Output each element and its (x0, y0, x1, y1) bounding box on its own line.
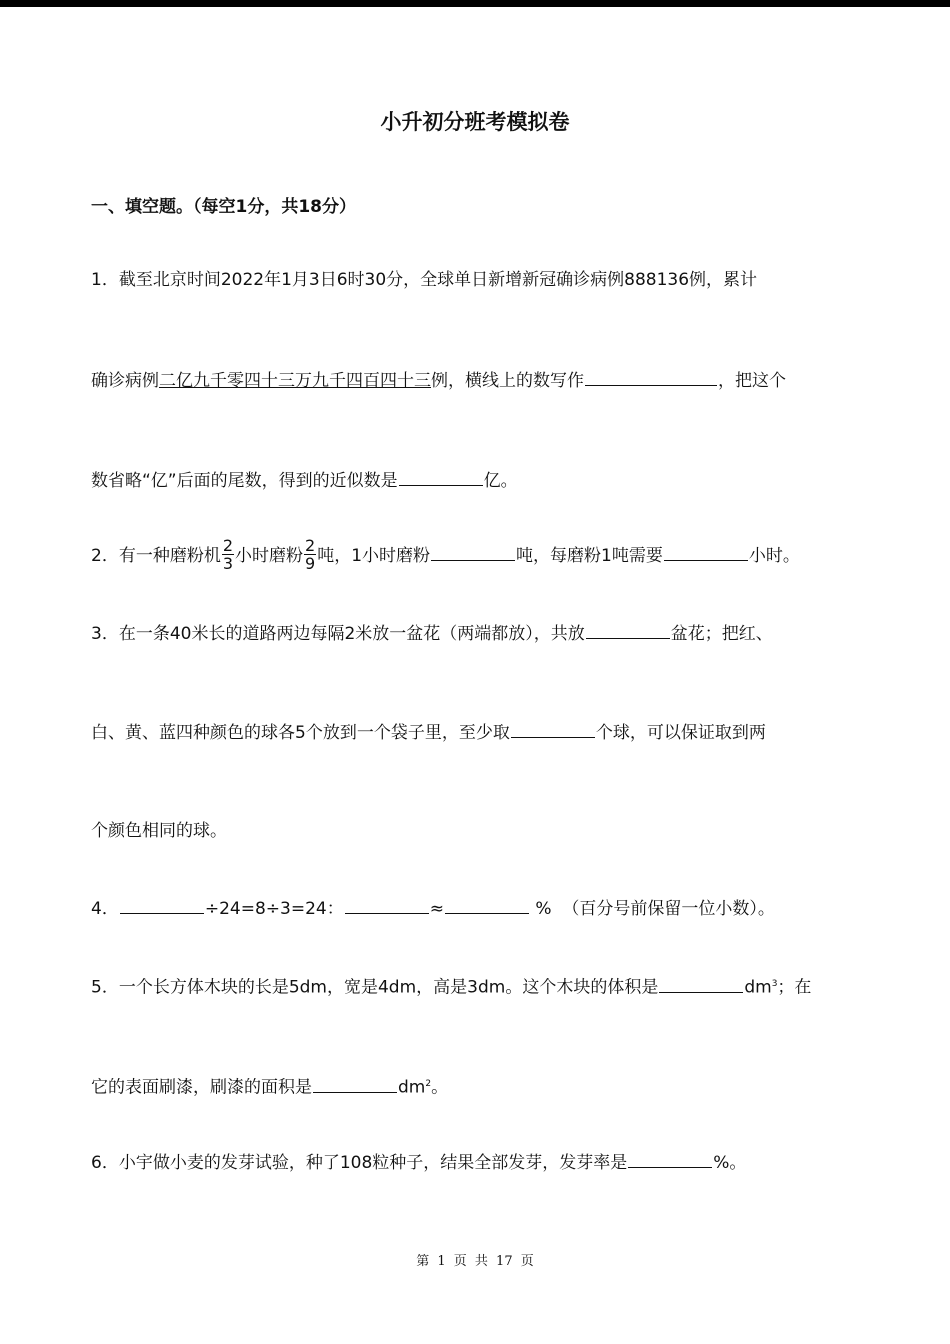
q4-percent-sign: % (529, 899, 552, 919)
q1-line2 (91, 367, 786, 393)
q2-fraction-1 (222, 537, 234, 572)
q1-text-1: 1．截至北京时间2022年1月3日6时30分，全球单日新增新冠确诊病例888136例，累计 (91, 270, 758, 290)
q6-line (91, 1149, 746, 1175)
q5-text-1a: 5．一个长方体木块的长是5dm，宽是4dm，高是3dm。这个木块的体积是 (91, 977, 659, 998)
q5-line1 (91, 972, 811, 1000)
q2-answer-blank-1[interactable] (431, 542, 515, 561)
q5-unit-1-exponent: 3 (771, 979, 778, 989)
q2-text-a: 2．有一种磨粉机 (91, 546, 221, 566)
q2-text-d: 吨，每磨粉1吨需要 (516, 546, 663, 566)
q2-answer-blank-2[interactable] (664, 542, 748, 561)
q1-text-2b: 例，横线上的数写作 (431, 371, 584, 391)
q2-fraction-2 (304, 537, 316, 572)
q1-answer-blank-1[interactable] (585, 367, 717, 386)
q5-answer-blank-1[interactable] (659, 974, 743, 993)
q4-text-b: ÷24=8÷3=24： (204, 899, 344, 919)
q3-text-3: 个颜色相同的球。 (91, 821, 227, 841)
page-title: 小升初分班考模拟卷 (380, 110, 570, 134)
q5-text-1b: ；在 (777, 977, 812, 998)
q5-unit-2: dm (398, 1077, 426, 1098)
q5-answer-blank-2[interactable] (313, 1074, 397, 1093)
q1-text-2a: 确诊病例 (91, 371, 159, 391)
page-footer: 第 1 页 共 17 页 (416, 1254, 534, 1269)
q1-underlined-number: 二亿九千零四十三万九千四百四十三 (159, 371, 431, 391)
q1-text-3a: 数省略“亿”后面的尾数，得到的近似数是 (91, 471, 398, 491)
q2-frac2-numerator: 2 (305, 535, 316, 555)
q2-frac2-denominator: 9 (305, 553, 316, 573)
q4-line (91, 895, 775, 921)
q3-line1 (91, 620, 773, 646)
q1-answer-blank-2[interactable] (399, 467, 483, 486)
q2-frac1-numerator: 2 (222, 535, 234, 555)
q5-text-2a: 它的表面刷漆，刷漆的面积是 (91, 1077, 312, 1098)
q4-text-a: 4． (91, 899, 119, 919)
q5-text-2b: 。 (431, 1077, 449, 1098)
q1-text-3b: 亿。 (483, 471, 518, 491)
q5-line2 (91, 1072, 448, 1100)
q4-answer-blank-1[interactable] (120, 895, 204, 914)
q3-text-1a: 3．在一条40米长的道路两边每隔2米放一盆花（两端都放），共放 (91, 624, 585, 644)
q6-text-a: 6．小宇做小麦的发芽试验，种了108粒种子，结果全部发芽，发芽率是 (91, 1153, 628, 1173)
q1-line1 (91, 268, 757, 292)
q3-answer-blank-2[interactable] (511, 719, 595, 738)
q1-text-2c: ，把这个 (718, 371, 786, 391)
section-heading: 一、填空题。（每空1分，共18分） (91, 197, 356, 217)
q5-unit-1: dm (744, 977, 772, 998)
q3-text-1b: 盆花；把红、 (670, 624, 773, 644)
q3-line2 (91, 719, 766, 745)
q2-text-c: 吨，1小时磨粉 (317, 546, 431, 566)
q3-line3 (91, 819, 227, 843)
q2-line (91, 537, 800, 575)
q2-text-b: 小时磨粉 (235, 546, 304, 566)
q2-text-e: 小时。 (748, 546, 800, 566)
q3-answer-blank-1[interactable] (586, 620, 670, 639)
q6-answer-blank[interactable] (628, 1149, 712, 1168)
q2-frac1-denominator: 3 (222, 553, 234, 573)
q3-text-2a: 白、黄、蓝四种颜色的球各5个放到一个袋子里，至少取 (91, 723, 510, 743)
q4-answer-blank-3[interactable] (445, 895, 529, 914)
q5-unit-2-exponent: 2 (425, 1079, 432, 1089)
q6-text-b: %。 (713, 1153, 747, 1173)
q3-text-2b: 个球，可以保证取到两 (595, 723, 766, 743)
q4-answer-blank-2[interactable] (345, 895, 429, 914)
q4-text-c: ≈ (429, 899, 444, 919)
q1-line3 (91, 467, 518, 493)
q4-text-e: （百分号前保留一位小数）。 (562, 899, 775, 919)
top-border (0, 0, 950, 7)
